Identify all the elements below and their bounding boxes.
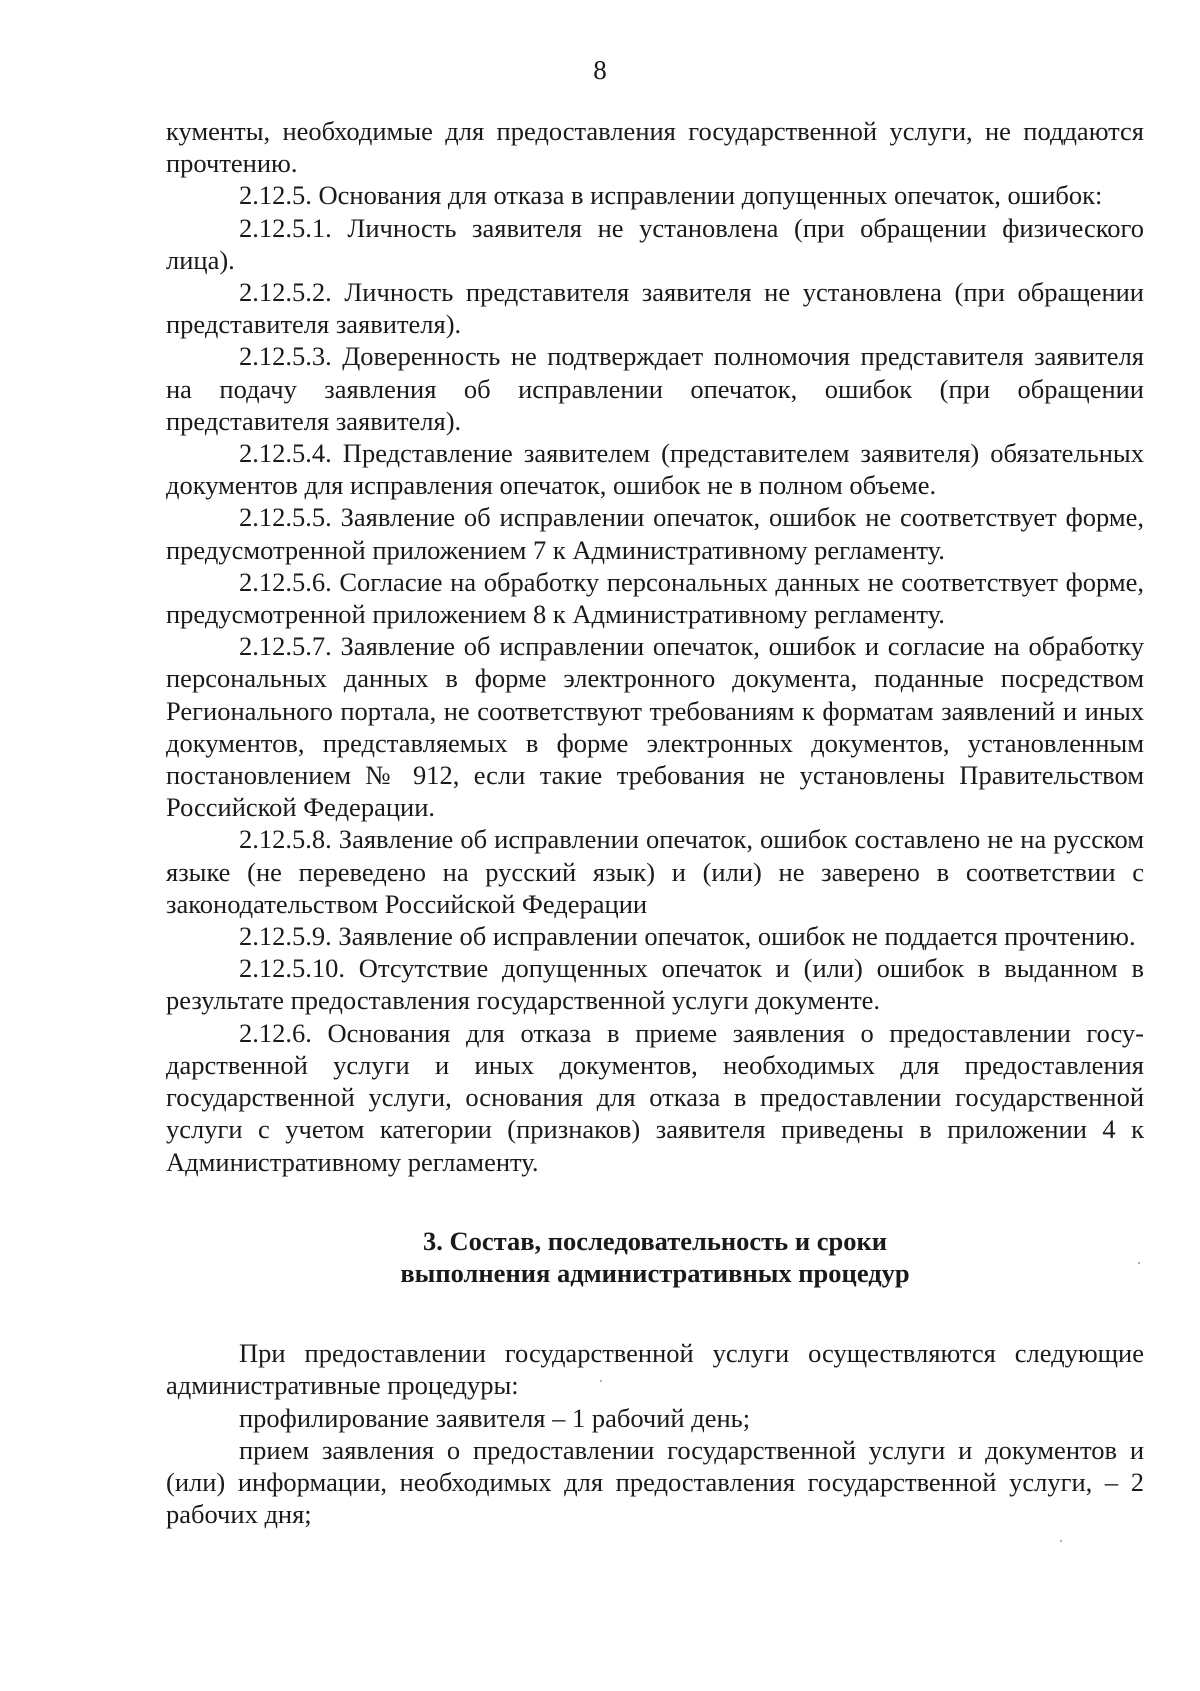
paragraph: 2.12.5.10. Отсутствие допущенных опечаток и (или) ошибок в выданном в результате предоставления государственной услуги документе. — [166, 953, 1144, 1016]
section-heading-line-1: 3. Состав, последовательность и сроки — [422, 1225, 887, 1256]
section-heading — [166, 1225, 1144, 1289]
scan-speck — [1138, 1262, 1140, 1264]
paragraph: 2.12.5.1. Личность заявителя не установлена (при обращении физического лица). — [166, 212, 1144, 275]
paragraph: 2.12.6. Основания для отказа в приеме заявления о предоставлении государственной услуги и иных документов, необходимых для предоставления государственной услуги, основания для отказа в предоставлении государственной услуги с учетом категории (признаков) заявителя приведены в приложении 4 к Административному регламенту. — [166, 1017, 1144, 1177]
page-number: 8 — [593, 55, 607, 85]
paragraph: 2.12.5.9. Заявление об исправлении опечаток, ошибок не поддается прочтению. — [239, 921, 1136, 952]
paragraph: прием заявления о предоставлении государственной услуги и документов и (или) информации, необходимых для предоставления государственной услуги, – 2 рабочих дня; — [166, 1434, 1144, 1530]
document-body — [166, 115, 1144, 1530]
scan-speck — [1060, 1540, 1062, 1542]
paragraph: 2.12.5.7. Заявление об исправлении опечаток, ошибок и согласие на обработку персональных данных в форме электронного документа, поданные посредством Регионального портала, не соответствуют требованиям к форматам заявлений и иных документов, представляемых в форме электронных документов, установленным постановлением № 912, если такие требования не установлены Правительством Российской Федерации. — [166, 631, 1144, 823]
paragraph: профилирование заявителя – 1 рабочий день; — [239, 1402, 751, 1433]
paragraph: 2.12.5.4. Представление заявителем (представителем заявителя) обязательных документов для исправления опечаток, ошибок не в полном объеме. — [166, 438, 1144, 501]
scan-speck — [600, 1380, 602, 1382]
paragraph: кументы, необходимые для предоставления государственной услуги, не поддаются прочтению. — [166, 116, 1144, 179]
paragraph-group-after-heading — [166, 1337, 1144, 1530]
paragraph: 2.12.5.6. Согласие на обработку персональных данных не соответствует форме, предусмотренной приложением 8 к Административному регламенту. — [166, 566, 1144, 630]
paragraph: 2.12.5.5. Заявление об исправлении опечаток, ошибок не соответствует форме, предусмотренной приложением 7 к Административному регламенту. — [166, 502, 1144, 565]
paragraph: При предоставлении государственной услуги осуществляются следующие административные процедуры: — [166, 1338, 1144, 1401]
paragraph: 2.12.5.3. Доверенность не подтверждает полномочия представителя заявителя на подачу заявления об исправлении опечаток, ошибок (при обращении представителя заявителя). — [166, 341, 1144, 436]
paragraph: 2.12.5.8. Заявление об исправлении опечаток, ошибок составлено не на русском языке (не переведено на русский язык) и (или) не заверено в соответствии с законодательством Российской Федерации — [166, 824, 1144, 919]
paragraph: 2.12.5.2. Личность представителя заявителя не установлена (при обращении представителя заявителя). — [166, 277, 1144, 340]
paragraph-group-before-heading — [166, 115, 1144, 1178]
section-heading-line-2: выполнения административных процедур — [400, 1257, 910, 1288]
paragraph: 2.12.5. Основания для отказа в исправлении допущенных опечаток, ошибок: — [239, 180, 1103, 211]
